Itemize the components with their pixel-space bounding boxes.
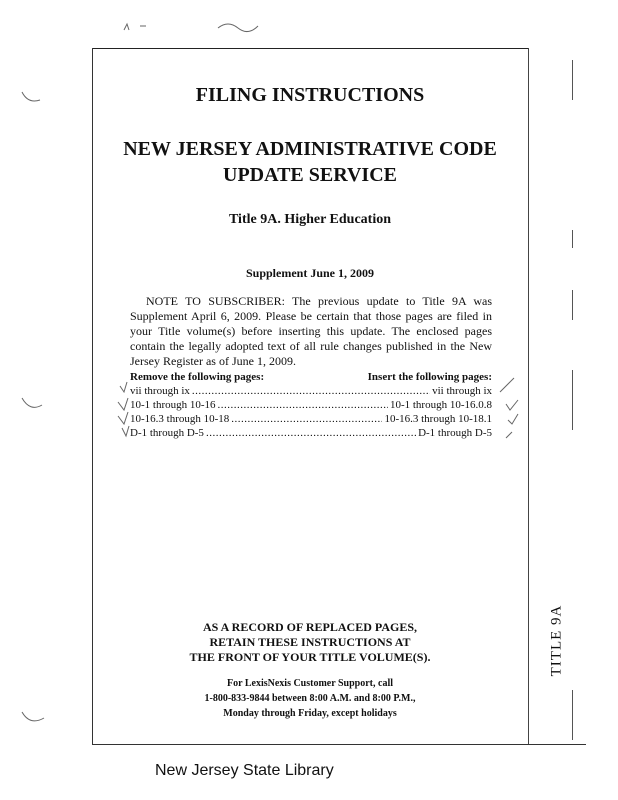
record-line: THE FRONT OF YOUR TITLE VOLUME(S). — [189, 650, 431, 664]
title-section: Title 9A. Higher Education — [228, 212, 392, 227]
page-replacement-table — [130, 370, 492, 440]
record-line: AS A RECORD OF REPLACED PAGES, — [202, 620, 418, 634]
table-header — [130, 370, 492, 384]
binder-hole-mark — [22, 712, 44, 721]
insert-header: Insert the following pages: — [367, 371, 492, 383]
table-row — [130, 398, 492, 412]
check-mark — [118, 398, 128, 410]
dot-leader — [218, 398, 388, 412]
remove-pages: 10-1 through 10-16 — [130, 399, 216, 411]
table-row — [130, 384, 492, 398]
side-tab-label: TITLE 9A — [548, 604, 565, 676]
page-title: FILING INSTRUCTIONS — [195, 84, 425, 106]
record-line: RETAIN THESE INSTRUCTIONS AT — [209, 635, 411, 649]
code-title-line1: NEW JERSEY ADMINISTRATIVE CODE — [123, 138, 497, 160]
remove-pages: 10-16.3 through 10-18 — [130, 413, 230, 425]
table-row — [130, 426, 492, 440]
stamp-smudge — [124, 24, 146, 30]
remove-header: Remove the following pages: — [130, 371, 265, 383]
customer-support — [92, 676, 528, 721]
dot-leader — [192, 384, 430, 398]
binder-hole-mark — [22, 92, 40, 101]
support-hours: Monday through Friday, except holidays — [223, 708, 397, 719]
stamp-smudge — [218, 24, 258, 32]
insert-pages: D-1 through D-5 — [418, 427, 492, 439]
remove-pages: D-1 through D-5 — [130, 427, 204, 439]
supplement-date: Supplement June 1, 2009 — [245, 266, 375, 280]
remove-pages: vii through ix — [130, 385, 190, 397]
code-title-line2: UPDATE SERVICE — [223, 164, 397, 186]
support-line: For LexisNexis Customer Support, call — [226, 678, 393, 689]
code-title — [92, 136, 528, 188]
check-mark — [120, 382, 127, 392]
dot-leader — [231, 412, 382, 426]
check-mark — [500, 378, 518, 438]
insert-pages: 10-1 through 10-16.0.8 — [389, 399, 492, 411]
subscriber-note: NOTE TO SUBSCRIBER: The previous update to Title 9A was Supplement April 6, 2009. Please be certain that those pages are filed in your Title volume(s) before inserting this update. The enclosed pages contain the legally adopted text of all rule changes published in the New Jersey Register as of June 1, 2009. — [130, 294, 492, 368]
binder-hole-mark — [22, 398, 42, 407]
check-mark — [122, 426, 129, 436]
insert-pages: 10-16.3 through 10-18.1 — [384, 413, 492, 425]
table-row — [130, 412, 492, 426]
record-instructions — [92, 620, 528, 665]
check-mark — [118, 412, 128, 424]
dot-leader — [206, 426, 416, 440]
library-caption: New Jersey State Library — [155, 762, 334, 779]
side-tab — [528, 585, 586, 695]
support-phone: 1-800-833-9844 between 8:00 A.M. and 8:00 P.M., — [204, 693, 416, 704]
insert-pages: vii through ix — [432, 385, 492, 397]
